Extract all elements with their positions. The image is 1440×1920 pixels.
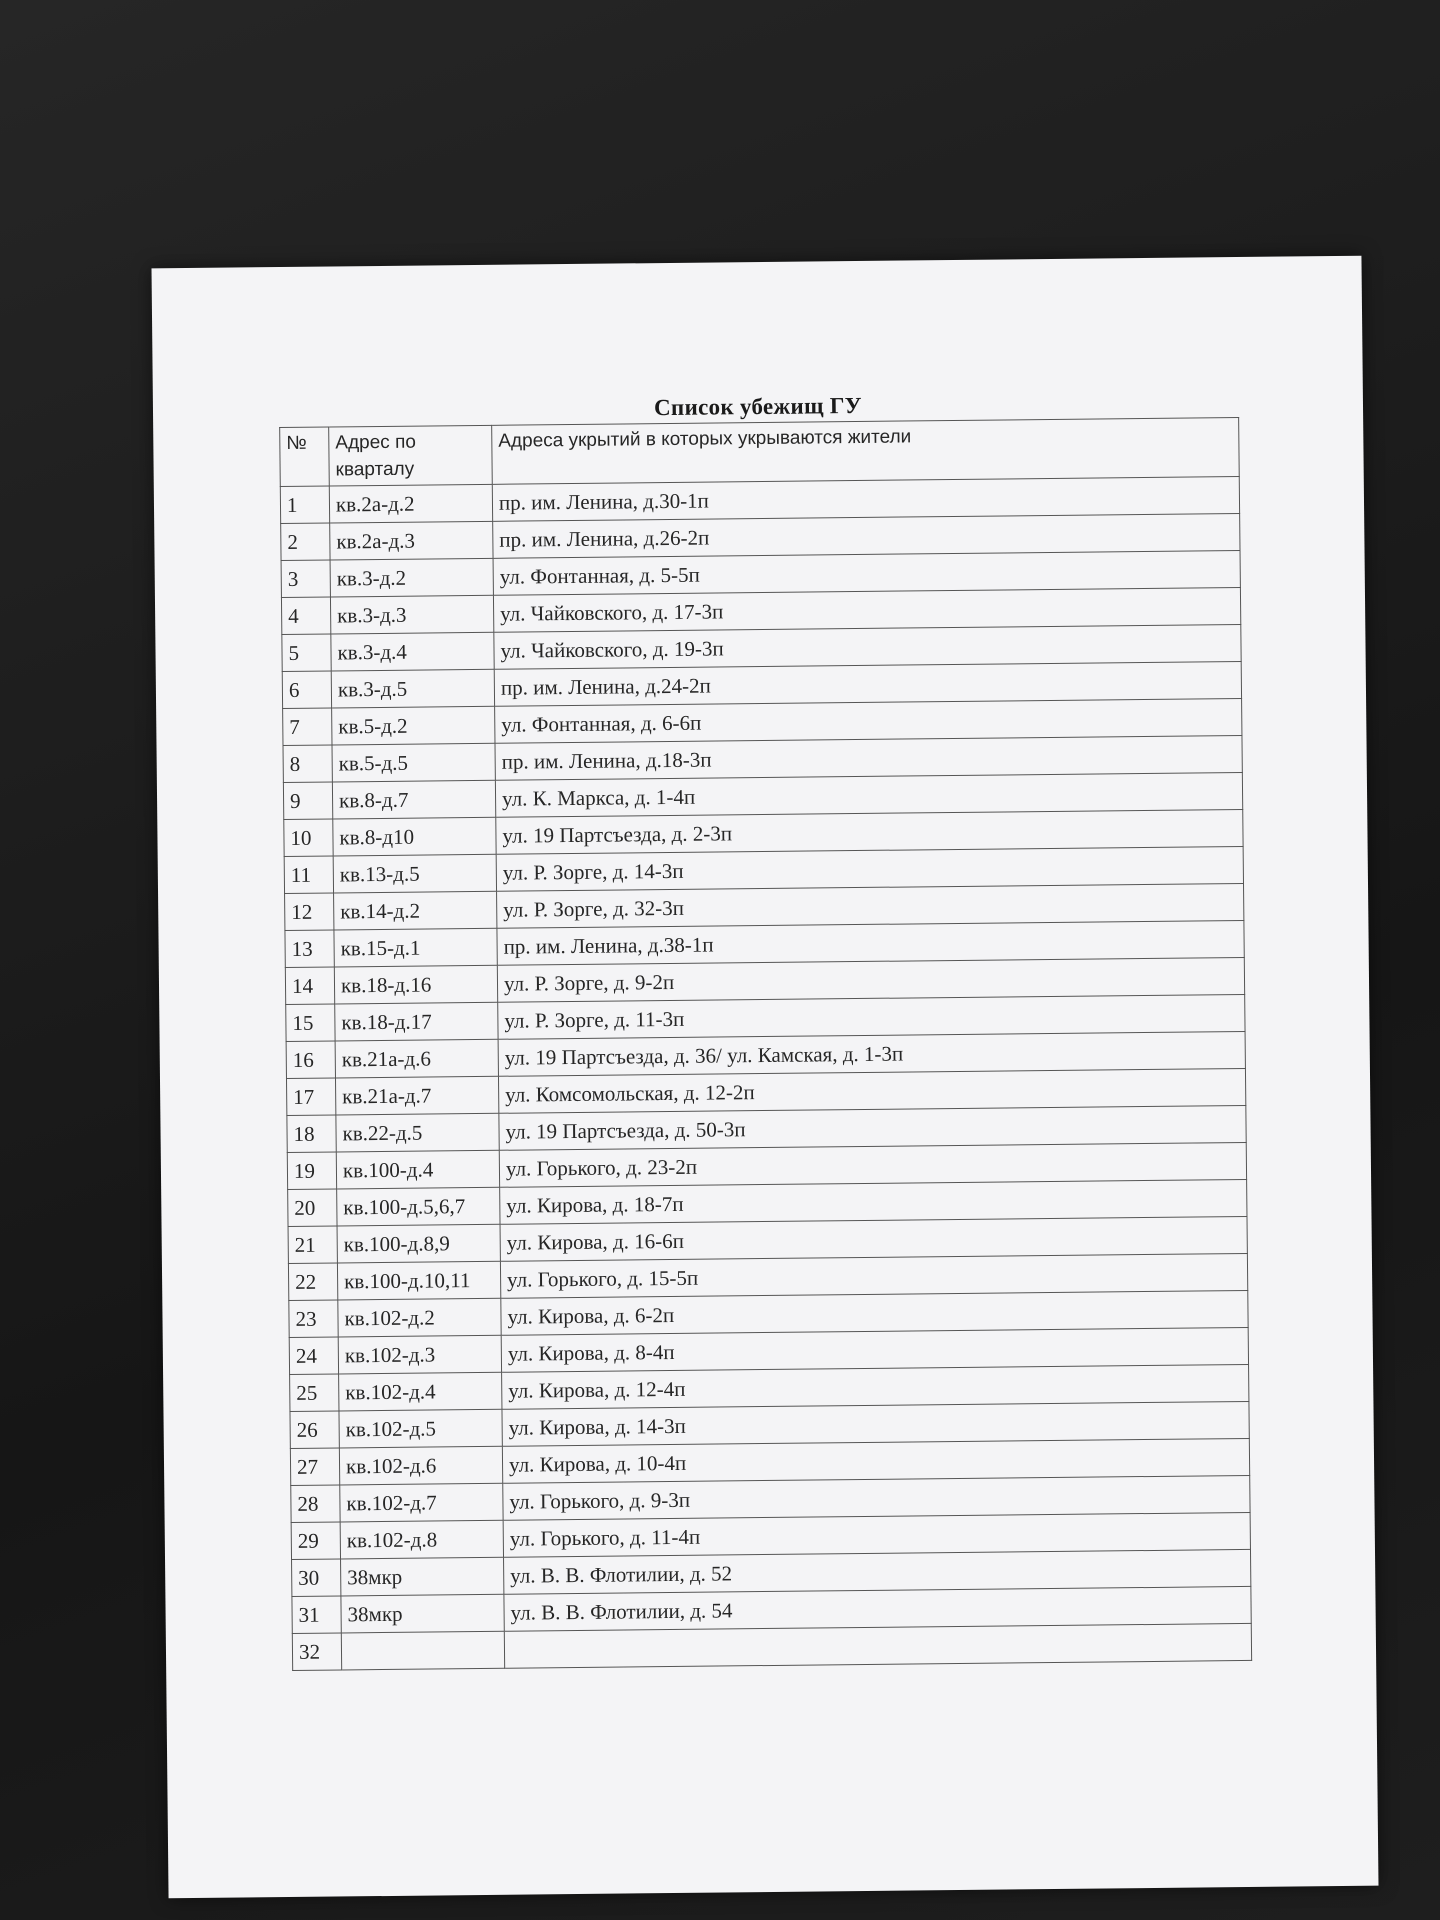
shelter-address-cell: ул. Р. Зорге, д. 14-3п xyxy=(496,846,1243,891)
row-number-cell: 28 xyxy=(291,1485,340,1523)
quarter-address-cell: кв.102-д.2 xyxy=(338,1298,501,1337)
row-number-cell: 5 xyxy=(282,634,331,672)
quarter-address-cell: кв.3-д.2 xyxy=(330,558,493,597)
shelter-address-cell: ул. Кирова, д. 6-2п xyxy=(501,1290,1248,1335)
shelter-address-cell: ул. Горького, д. 23-2п xyxy=(499,1142,1246,1187)
shelter-address-cell: ул. Кирова, д. 12-4п xyxy=(502,1364,1249,1409)
column-header-shelter: Адреса укрытий в которых укрываются жители xyxy=(492,418,1240,485)
shelter-address-cell: ул. 19 Партсъезда, д. 2-3п xyxy=(496,809,1243,854)
quarter-address-cell: кв.21а-д.6 xyxy=(335,1039,498,1078)
row-number-cell: 3 xyxy=(281,560,330,598)
shelter-address-cell: ул. Кирова, д. 8-4п xyxy=(501,1327,1248,1372)
row-number-cell: 8 xyxy=(283,745,332,783)
row-number-cell: 12 xyxy=(285,893,334,931)
row-number-cell: 7 xyxy=(283,708,332,746)
shelter-address-cell: ул. Р. Зорге, д. 32-3п xyxy=(497,883,1244,928)
quarter-address-cell: кв.2а-д.3 xyxy=(330,521,493,560)
quarter-address-cell: кв.8-д.7 xyxy=(332,780,495,819)
quarter-address-cell xyxy=(341,1631,504,1670)
table-header-row xyxy=(280,418,1240,487)
row-number-cell: 21 xyxy=(288,1226,337,1264)
quarter-address-cell: кв.8-д10 xyxy=(333,817,496,856)
row-number-cell: 9 xyxy=(283,782,332,820)
row-number-cell: 26 xyxy=(290,1411,339,1449)
row-number-cell: 1 xyxy=(280,486,329,524)
shelter-address-cell: ул. Р. Зорге, д. 11-3п xyxy=(498,994,1245,1039)
row-number-cell: 23 xyxy=(289,1300,338,1338)
shelter-address-cell: ул. Кирова, д. 10-4п xyxy=(502,1438,1249,1483)
quarter-address-cell: кв.15-д.1 xyxy=(334,928,497,967)
shelter-address-cell: ул. Кирова, д. 14-3п xyxy=(502,1401,1249,1446)
quarter-address-cell: кв.3-д.4 xyxy=(331,632,494,671)
row-number-cell: 24 xyxy=(289,1337,338,1375)
shelter-address-cell: ул. Чайковского, д. 17-3п xyxy=(493,587,1240,632)
row-number-cell: 10 xyxy=(284,819,333,857)
quarter-address-cell: кв.18-д.17 xyxy=(335,1002,498,1041)
quarter-address-cell: кв.5-д.5 xyxy=(332,743,495,782)
quarter-address-cell: кв.21а-д.7 xyxy=(335,1076,498,1115)
row-number-cell: 2 xyxy=(281,523,330,561)
shelter-address-cell xyxy=(504,1623,1251,1668)
quarter-address-cell: кв.13-д.5 xyxy=(333,854,496,893)
quarter-address-cell: кв.22-д.5 xyxy=(336,1113,499,1152)
row-number-cell: 6 xyxy=(282,671,331,709)
row-number-cell: 32 xyxy=(292,1633,341,1671)
row-number-cell: 13 xyxy=(285,930,334,968)
row-number-cell: 22 xyxy=(288,1263,337,1301)
row-number-cell: 30 xyxy=(292,1559,341,1597)
quarter-address-cell: кв.18-д.16 xyxy=(334,965,497,1004)
shelter-address-cell: ул. Фонтанная, д. 5-5п xyxy=(493,550,1240,595)
row-number-cell: 27 xyxy=(290,1448,339,1486)
quarter-address-cell: кв.5-д.2 xyxy=(332,706,495,745)
quarter-address-cell: 38мкр xyxy=(341,1557,504,1596)
row-number-cell: 20 xyxy=(288,1189,337,1227)
shelter-address-cell: пр. им. Ленина, д.26-2п xyxy=(493,513,1240,558)
shelter-address-cell: ул. Чайковского, д. 19-3п xyxy=(494,624,1241,669)
shelter-address-cell: ул. Комсомольская, д. 12-2п xyxy=(498,1068,1245,1113)
quarter-address-cell: кв.102-д.3 xyxy=(338,1335,501,1374)
row-number-cell: 29 xyxy=(291,1522,340,1560)
quarter-address-cell: кв.102-д.5 xyxy=(339,1409,502,1448)
shelter-address-cell: ул. В. В. Флотилии, д. 52 xyxy=(504,1549,1251,1594)
shelter-address-cell: ул. Горького, д. 15-5п xyxy=(500,1253,1247,1298)
paper-sheet xyxy=(151,256,1378,1899)
row-number-cell: 25 xyxy=(290,1374,339,1412)
row-number-cell: 17 xyxy=(286,1078,335,1116)
shelter-address-cell: ул. К. Маркса, д. 1-4п xyxy=(495,772,1242,817)
row-number-cell: 16 xyxy=(286,1041,335,1079)
column-header-num: № xyxy=(280,427,330,487)
shelter-address-cell: ул. Кирова, д. 16-6п xyxy=(500,1216,1247,1261)
shelter-address-cell: пр. им. Ленина, д.30-1п xyxy=(492,477,1239,522)
shelter-address-cell: ул. Горького, д. 9-3п xyxy=(503,1475,1250,1520)
shelter-address-cell: пр. им. Ленина, д.18-3п xyxy=(495,735,1242,780)
quarter-address-cell: кв.102-д.4 xyxy=(339,1372,502,1411)
row-number-cell: 18 xyxy=(287,1115,336,1153)
shelter-address-cell: ул. Фонтанная, д. 6-6п xyxy=(495,698,1242,743)
row-number-cell: 19 xyxy=(287,1152,336,1190)
quarter-address-cell: 38мкр xyxy=(341,1594,504,1633)
row-number-cell: 15 xyxy=(286,1004,335,1042)
shelter-address-cell: ул. Р. Зорге, д. 9-2п xyxy=(497,957,1244,1002)
shelter-address-cell: ул. 19 Партсъезда, д. 50-3п xyxy=(499,1105,1246,1150)
shelter-address-cell: пр. им. Ленина, д.38-1п xyxy=(497,920,1244,965)
document-title: Список убежищ ГУ xyxy=(653,392,863,421)
quarter-address-cell: кв.3-д.5 xyxy=(331,669,494,708)
shelter-table xyxy=(279,417,1252,1671)
quarter-address-cell: кв.102-д.7 xyxy=(340,1483,503,1522)
quarter-address-cell: кв.102-д.6 xyxy=(339,1446,502,1485)
row-number-cell: 4 xyxy=(281,597,330,635)
table-body xyxy=(280,477,1251,1671)
row-number-cell: 31 xyxy=(292,1596,341,1634)
quarter-address-cell: кв.100-д.4 xyxy=(336,1150,499,1189)
row-number-cell: 14 xyxy=(285,967,334,1005)
quarter-address-cell: кв.102-д.8 xyxy=(340,1520,503,1559)
shelter-address-cell: пр. им. Ленина, д.24-2п xyxy=(494,661,1241,706)
shelter-address-cell: ул. 19 Партсъезда, д. 36/ ул. Камская, д. 1-3п xyxy=(498,1031,1245,1076)
quarter-address-cell: кв.100-д.8,9 xyxy=(337,1224,500,1263)
shelter-address-cell: ул. В. В. Флотилии, д. 54 xyxy=(504,1586,1251,1631)
shelter-address-cell: ул. Кирова, д. 18-7п xyxy=(500,1179,1247,1224)
quarter-address-cell: кв.2а-д.2 xyxy=(329,484,492,523)
column-header-quarter: Адрес по кварталу xyxy=(329,425,493,486)
quarter-address-cell: кв.14-д.2 xyxy=(334,891,497,930)
row-number-cell: 11 xyxy=(284,856,333,894)
quarter-address-cell: кв.100-д.10,11 xyxy=(337,1261,500,1300)
shelter-address-cell: ул. Горького, д. 11-4п xyxy=(503,1512,1250,1557)
quarter-address-cell: кв.100-д.5,6,7 xyxy=(337,1187,500,1226)
quarter-address-cell: кв.3-д.3 xyxy=(330,595,493,634)
